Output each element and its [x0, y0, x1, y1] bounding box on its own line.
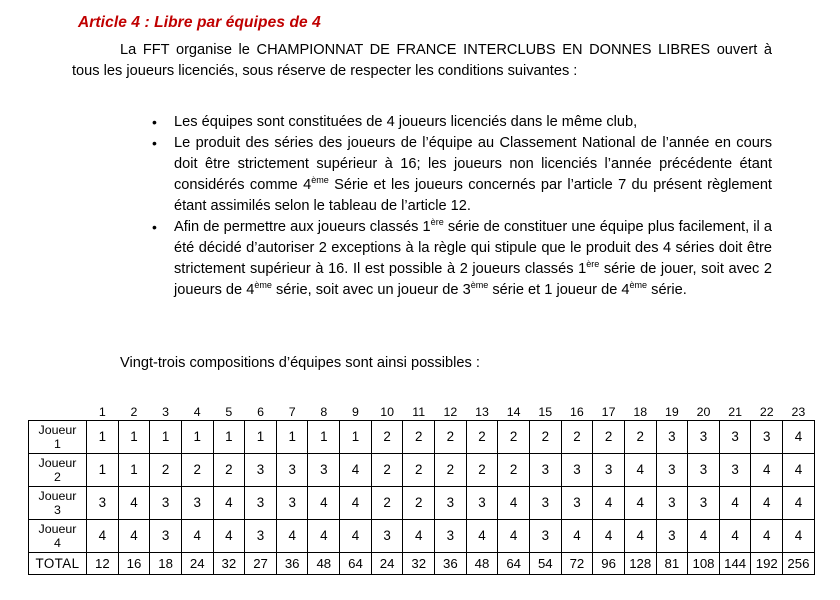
table-column-header: 9 — [351, 405, 359, 419]
bullet-item — [150, 112, 772, 133]
total-cell: 192 — [751, 553, 783, 575]
total-cell: 96 — [593, 553, 625, 575]
bullet-text: Afin de permettre aux joueurs classés 1ère série de constituer une équipe plus facilement, il a été décidé d’autoriser 2 exceptions à la règle qui stipule que le produit des 4 séries doit être strictement supérieur à 16. Il est possible à 2 joueurs classés 1ère série de jouer, soit avec 2 joueurs de 4ème série, soit avec un joueur de 3ème série et 1 joueur de 4ème série. — [174, 217, 772, 298]
table-cell: 4 — [593, 520, 625, 553]
conditions-bullet-list — [150, 112, 772, 301]
bullet-text: Les équipes sont constituées de 4 joueurs licenciés dans le même club, — [174, 114, 638, 130]
table-column-header: 22 — [759, 405, 774, 419]
total-row-label: TOTAL — [29, 553, 87, 575]
table-cell: 3 — [87, 487, 119, 520]
table-cell: 3 — [245, 520, 277, 553]
table-column-header: 19 — [664, 405, 679, 419]
total-cell: 108 — [688, 553, 720, 575]
table-cell: 1 — [150, 421, 182, 454]
table-cell: 2 — [371, 487, 403, 520]
table-cell: 4 — [498, 520, 530, 553]
table-cell: 4 — [118, 520, 150, 553]
table-cell: 3 — [656, 454, 688, 487]
table-column-header: 21 — [728, 405, 743, 419]
total-cell: 32 — [403, 553, 435, 575]
table-cell: 4 — [783, 520, 815, 553]
table-column-header: 18 — [633, 405, 648, 419]
ordinal-suffix: ème — [629, 280, 648, 291]
table-cell: 1 — [340, 421, 372, 454]
ordinal-suffix: ère — [586, 259, 600, 270]
total-cell: 48 — [308, 553, 340, 575]
table-cell: 3 — [150, 520, 182, 553]
table-column-header: 12 — [443, 405, 458, 419]
table-column-header: 6 — [257, 405, 264, 419]
total-cell: 32 — [213, 553, 245, 575]
table-column-header: 13 — [475, 405, 489, 419]
table-cell: 4 — [719, 487, 751, 520]
table-column-header: 11 — [412, 405, 426, 419]
total-cell: 54 — [529, 553, 561, 575]
total-cell: 64 — [340, 553, 372, 575]
table-cell: 4 — [308, 520, 340, 553]
table-cell: 4 — [466, 520, 498, 553]
table-cell: 4 — [276, 520, 308, 553]
table-cell: 3 — [466, 487, 498, 520]
table-cell: 4 — [751, 520, 783, 553]
table-cell: 1 — [118, 421, 150, 454]
table-cell: 1 — [276, 421, 308, 454]
table-cell: 4 — [783, 487, 815, 520]
total-cell: 36 — [435, 553, 467, 575]
total-cell: 64 — [498, 553, 530, 575]
table-row — [29, 421, 815, 454]
table-cell: 1 — [308, 421, 340, 454]
table-cell: 3 — [656, 487, 688, 520]
ordinal-suffix: ème — [470, 280, 489, 291]
table-cell: 2 — [593, 421, 625, 454]
table-cell: 1 — [87, 454, 119, 487]
table-cell: 4 — [213, 487, 245, 520]
table-cell: 3 — [435, 520, 467, 553]
row-label: Joueur 3 — [29, 487, 87, 520]
table-cell: 2 — [181, 454, 213, 487]
table-cell: 3 — [308, 454, 340, 487]
table-cell: 2 — [435, 454, 467, 487]
table-column-header: 2 — [130, 405, 138, 419]
table-cell: 3 — [656, 421, 688, 454]
table-cell: 2 — [371, 421, 403, 454]
bullet-dot-icon: • — [152, 135, 157, 151]
bullet-item — [150, 217, 772, 301]
table-cell: 3 — [688, 487, 720, 520]
ordinal-suffix: ème — [254, 280, 272, 291]
table-cell: 3 — [656, 520, 688, 553]
table-cell: 3 — [371, 520, 403, 553]
table-cell: 4 — [87, 520, 119, 553]
total-cell: 18 — [150, 553, 182, 575]
table-cell: 4 — [340, 520, 372, 553]
table-cell: 2 — [150, 454, 182, 487]
table-cell: 4 — [561, 520, 593, 553]
table-column-header: 5 — [225, 405, 233, 419]
table-column-header: 23 — [791, 405, 806, 419]
total-cell: 36 — [276, 553, 308, 575]
table-cell: 3 — [276, 487, 308, 520]
table-column-header: 10 — [380, 405, 394, 419]
table-cell: 4 — [624, 487, 656, 520]
article-heading: Article 4 : Libre par équipes de 4 — [78, 14, 321, 31]
table-cell: 1 — [87, 421, 119, 454]
table-cell: 4 — [213, 520, 245, 553]
table-cell: 2 — [403, 421, 435, 454]
table-cell: 4 — [719, 520, 751, 553]
table-cell: 3 — [688, 454, 720, 487]
table-cell: 4 — [783, 454, 815, 487]
table-cell: 1 — [118, 454, 150, 487]
ordinal-suffix: ère — [430, 217, 444, 228]
table-column-header: 17 — [601, 405, 616, 419]
total-cell: 27 — [245, 553, 277, 575]
table-cell: 3 — [181, 487, 213, 520]
table-body — [29, 421, 815, 575]
table-cell: 2 — [403, 454, 435, 487]
table-cell: 4 — [181, 520, 213, 553]
table-cell: 2 — [213, 454, 245, 487]
table-cell: 3 — [529, 520, 561, 553]
table-corner-cell — [29, 400, 87, 421]
table-cell: 1 — [245, 421, 277, 454]
table-cell: 3 — [245, 454, 277, 487]
table-cell: 4 — [783, 421, 815, 454]
ordinal-suffix: ème — [311, 175, 329, 186]
total-cell: 16 — [118, 553, 150, 575]
table-cell: 3 — [688, 421, 720, 454]
table-cell: 2 — [498, 454, 530, 487]
total-cell: 81 — [656, 553, 688, 575]
table-cell: 2 — [561, 421, 593, 454]
table-cell: 4 — [751, 487, 783, 520]
table-column-header: 20 — [696, 405, 711, 419]
table-column-header: 7 — [288, 405, 296, 419]
table-cell: 2 — [371, 454, 403, 487]
bullet-item — [150, 133, 772, 217]
table-row — [29, 454, 815, 487]
table-cell: 3 — [529, 454, 561, 487]
table-cell: 3 — [751, 421, 783, 454]
table-cell: 4 — [751, 454, 783, 487]
table-cell: 3 — [276, 454, 308, 487]
table-row — [29, 520, 815, 553]
bullet-text: Le produit des séries des joueurs de l’équipe au Classement National de l’année en cours doit être strictement supérieur à 16; les joueurs non licenciés l’année précédente étant considérés comme 4ème Série et les joueurs concernés par l’article 7 du présent règlement étant assimilés selon le tableau de l’article 12. — [174, 135, 772, 214]
table-cell: 2 — [624, 421, 656, 454]
table-cell: 3 — [529, 487, 561, 520]
table-cell: 2 — [498, 421, 530, 454]
intro-paragraph: La FFT organise le CHAMPIONNAT DE FRANCE INTERCLUBS EN DONNES LIBRES ouvert à tous les joueurs licenciés, sous réserve de respecter les conditions suivantes : — [72, 42, 772, 79]
total-cell: 144 — [719, 553, 751, 575]
lead-in-sentence: Vingt-trois compositions d’équipes sont ainsi possibles : — [120, 355, 480, 371]
table-column-header: 14 — [506, 405, 521, 419]
table-total-row — [29, 553, 815, 575]
table-cell: 4 — [624, 520, 656, 553]
table-cell: 2 — [403, 487, 435, 520]
table-cell: 4 — [308, 487, 340, 520]
total-cell: 24 — [181, 553, 213, 575]
bullet-dot-icon: • — [152, 114, 157, 130]
total-cell: 12 — [87, 553, 119, 575]
table-cell: 4 — [403, 520, 435, 553]
table-cell: 3 — [561, 454, 593, 487]
table-cell: 3 — [150, 487, 182, 520]
table-cell: 3 — [245, 487, 277, 520]
table-column-header: 16 — [570, 405, 584, 419]
total-cell: 72 — [561, 553, 593, 575]
table-cell: 4 — [624, 454, 656, 487]
table-cell: 3 — [561, 487, 593, 520]
table-cell: 4 — [340, 487, 372, 520]
table-cell: 4 — [340, 454, 372, 487]
table-column-header: 8 — [320, 405, 328, 419]
row-label: Joueur 1 — [29, 421, 87, 454]
table-cell: 4 — [118, 487, 150, 520]
total-cell: 128 — [624, 553, 656, 575]
table-column-header: 4 — [193, 405, 201, 419]
table-cell: 4 — [593, 487, 625, 520]
bullet-dot-icon: • — [152, 219, 157, 235]
compositions-table — [28, 400, 815, 575]
table-head — [29, 400, 815, 421]
table-cell: 4 — [498, 487, 530, 520]
table-cell: 2 — [466, 454, 498, 487]
table-column-header: 3 — [162, 405, 170, 419]
total-cell: 256 — [783, 553, 815, 575]
table-cell: 2 — [466, 421, 498, 454]
total-cell: 48 — [466, 553, 498, 575]
table-cell: 1 — [213, 421, 245, 454]
table-cell: 3 — [719, 454, 751, 487]
table-cell: 4 — [688, 520, 720, 553]
table-cell: 3 — [719, 421, 751, 454]
row-label: Joueur 2 — [29, 454, 87, 487]
table-header-row — [29, 400, 815, 421]
table-cell: 1 — [181, 421, 213, 454]
table-cell: 3 — [593, 454, 625, 487]
table-cell: 2 — [529, 421, 561, 454]
compositions-table-container — [28, 400, 814, 575]
table-cell: 2 — [435, 421, 467, 454]
table-column-header: 1 — [98, 405, 106, 419]
table-column-header: 15 — [538, 405, 553, 419]
total-cell: 24 — [371, 553, 403, 575]
table-row — [29, 487, 815, 520]
row-label: Joueur 4 — [29, 520, 87, 553]
table-cell: 3 — [435, 487, 467, 520]
